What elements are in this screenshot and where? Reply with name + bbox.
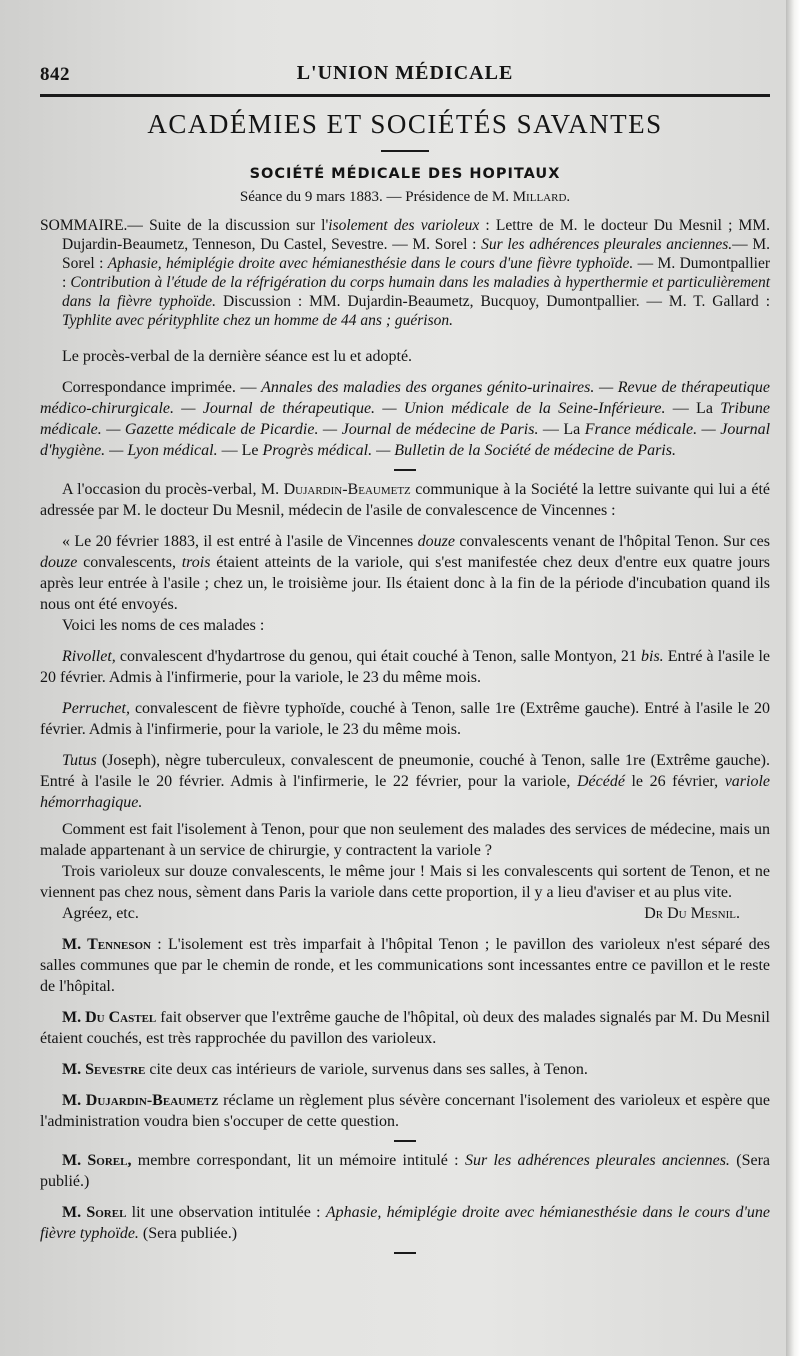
page-header <box>40 58 770 92</box>
society-name: SOCIÉTÉ MÉDICALE DES HOPITAUX <box>249 166 561 182</box>
speaker-text: lit une observation intitulée : <box>126 1204 326 1221</box>
seance-suffix: . <box>566 189 571 205</box>
section-separator <box>394 469 416 471</box>
speaker-text: : L'isolement est très imparfait à l'hôpital Tenon ; le pavillon des varioleux n'est séparé des salles communes que par le chemin de ronde, et les communications sont incessantes entre ce pavillon et le reste de l'hôpital. <box>40 936 770 995</box>
letter-paragraph <box>40 531 770 615</box>
letter-text: étaient atteints de la variole, qui s'est manifestée chez deux d'entre eux quatre jours après leur entrée à l'asile ; chez un, le troisième jour. Ils étaient donc à la fin de la période d'incubation quand ils nous ont été envoyés. <box>40 554 770 613</box>
speaker-sorel-memoire <box>40 1150 770 1192</box>
speaker-text: membre correspondant, lit un mémoire intitulé : <box>131 1152 465 1169</box>
patient-text: Entré à l'asile le 20 février. Admis à l'infirmerie, pour la variole, le 23 du même mois. <box>40 648 770 686</box>
speaker-name: M. Tenneson <box>62 936 151 953</box>
page-binding-edge <box>786 0 800 1356</box>
patient-italic: variole hémorrhagique. <box>40 773 771 811</box>
letter-signature: Dr Du Mesnil. <box>644 905 740 922</box>
speaker-text: (Sera publiée.) <box>138 1225 238 1242</box>
speaker-name: M. Sorel, <box>62 1152 132 1169</box>
seance-text: Séance du 9 mars 1883. — Présidence de M. <box>239 189 509 205</box>
header-rule <box>40 94 770 97</box>
sommaire-text: Suite de la discussion sur l' <box>142 217 329 234</box>
letter-italic: douze <box>40 554 78 571</box>
patient-text: (Joseph), nègre tuberculeux, convalescent de pneumonie, couché à Tenon, salle 1re (Extrême gauche). Entré à l'asile le 20 février. Admis à l'infirmerie, le 22 février, pour la variole, <box>40 752 770 790</box>
patient-text: convalescent d'hydartrose du genou, qui était couché à Tenon, salle Montyon, 21 <box>115 648 641 665</box>
speaker-name: M. Dujardin-Beaumetz <box>62 1092 219 1109</box>
seance-line <box>40 189 770 206</box>
letter-intro-text: A l'occasion du procès-verbal, M. <box>62 481 284 498</box>
proces-verbal: Le procès-verbal de la dernière séance est lu et adopté. <box>62 348 413 365</box>
corr-italic: Annales des maladies des organes génito-urinaires. — Revue de thérapeutique médico-chirurgicale. — Journal de thérapeutique. — Union médicale de la Seine-Inférieure. <box>40 379 771 417</box>
patient-entry <box>40 698 770 740</box>
corr-italic: Progrès médical. — Bulletin de la Société de médecine de Paris. <box>262 442 676 459</box>
speaker-text: cite deux cas intérieurs de variole, survenus dans ses salles, à Tenon. <box>145 1061 588 1078</box>
speaker-sorel-observation <box>40 1202 770 1244</box>
speaker-dujardin <box>40 1090 770 1132</box>
page-number: 842 <box>40 64 70 85</box>
speaker-name: M. Sorel <box>62 1204 127 1221</box>
seance-president: Millard <box>512 189 567 205</box>
patient-name: Perruchet, <box>62 700 130 717</box>
letter-intro <box>40 479 770 521</box>
sommaire-text: Discussion : MM. Dujardin-Beaumetz, Bucquoy, Dumontpallier. — M. T. Gallard : <box>216 293 770 310</box>
patient-text: convalescent de fièvre typhoïde, couché à Tenon, salle 1re (Extrême gauche). Entré à l'asile le 20 février. Admis à l'infirmerie, pour la variole, le 23 du même mois. <box>40 700 770 738</box>
letter-intro-text: communique à la Société la lettre suivante qui lui a été adressée par M. le docteur Du Mesnil, médecin de l'asile de convalescence de Vincennes : <box>40 481 771 519</box>
letter-close: Agréez, etc. <box>62 905 139 922</box>
patient-entry <box>40 646 770 688</box>
sommaire-italic: Contribution à l'étude de la réfrigération du corps humain dans les maladies à hyperthermie et particulièrement dans la fièvre typhoïde. <box>62 274 770 310</box>
sommaire-text: — M. Sorel : <box>62 236 770 272</box>
patient-name: Tutus <box>62 752 97 769</box>
speaker-castel <box>40 1007 770 1049</box>
speaker-name: M. Du Castel <box>62 1009 157 1026</box>
letter-paragraph: Trois varioleux sur douze convalescents, le même jour ! Mais si les convalescents qui sortent de Tenon, et ne viennent pas chez nous, sèment dans Paris la variole dans cette proportion, il y a lieu d'aviser et au plus vite. <box>40 863 770 901</box>
patient-italic: Décédé <box>576 773 625 790</box>
speaker-text: réclame un règlement plus sévère concernant l'isolement des varioleux et espère que l'administration voudra bien s'occuper de cette question. <box>40 1092 770 1130</box>
speaker-italic: Aphasie, hémiplégie droite avec hémianesthésie dans le cours d'une fièvre typhoïde. <box>40 1204 770 1242</box>
sommaire-italic: Typhlite avec pérityphlite chez un homme de 44 ans ; guérison. <box>62 312 453 329</box>
sommaire-italic: isolement des varioleux <box>328 217 480 234</box>
corr-italic: Tribune médicale. — Gazette médicale de Picardie. — Journal de médecine de Paris. <box>40 400 770 438</box>
letter-text: convalescents venant de l'hôpital Tenon. Sur ces <box>454 533 770 550</box>
speaker-name: M. Sevestre <box>62 1061 146 1078</box>
sommaire-italic: Aphasie, hémiplégie droite avec hémianesthésie dans le cours d'une fièvre typhoïde. <box>107 255 634 272</box>
letter-paragraph: Comment est fait l'isolement à Tenon, pour que non seulement des malades des services de médecine, mais un malade appartenant à un service de chirurgie, y contractent la variole ? <box>40 821 770 859</box>
corr-italic: France médicale. — Journal d'hygiène. — Lyon médical. <box>40 421 771 459</box>
section-title: ACADÉMIES ET SOCIÉTÉS SAVANTES <box>147 109 663 139</box>
sommaire-text: : Lettre de M. le docteur Du Mesnil ; MM. Dujardin-Beaumetz, Tenneson, Du Castel, Sevestre. — M. Sorel : <box>62 217 770 253</box>
speaker-tenneson <box>40 934 770 997</box>
speaker-text: fait observer que l'extrême gauche de l'hôpital, où deux des malades signalés par M. Du Mesnil étaient couchés, est très rapprochée du pavillon des varioleux. <box>40 1009 770 1047</box>
speaker-sevestre <box>40 1059 770 1080</box>
letter-text: convalescents, <box>77 554 182 571</box>
corr-text: — La <box>665 400 721 417</box>
patient-name: Rivollet, <box>62 648 116 665</box>
sommaire-italic: Sur les adhérences pleurales anciennes. <box>481 236 733 253</box>
letter-italic: douze <box>417 533 455 550</box>
sommaire-label: SOMMAIRE.— <box>40 217 143 234</box>
letter-italic: trois <box>181 554 211 571</box>
correspondance <box>40 377 770 461</box>
running-head: L'UNION MÉDICALE <box>296 62 514 84</box>
section-separator <box>394 1252 416 1254</box>
speaker-text: (Sera publié.) <box>40 1152 770 1190</box>
corr-text: — La <box>538 421 585 438</box>
letter-intro-name: Dujardin-Beaumetz <box>283 481 411 498</box>
letter-closing <box>40 903 770 924</box>
speaker-italic: Sur les adhérences pleurales anciennes. <box>464 1152 730 1169</box>
section-separator <box>394 1140 416 1142</box>
title-rule <box>381 150 429 152</box>
sommaire <box>40 216 770 330</box>
letter-paragraph: Voici les noms de ces malades : <box>62 617 265 634</box>
patient-text: le 26 février, <box>624 773 725 790</box>
sommaire-text: — M. Dumontpallier : <box>62 255 770 291</box>
letter-text: « Le 20 février 1883, il est entré à l'asile de Vincennes <box>62 533 418 550</box>
corr-text: — Le <box>217 442 263 459</box>
patient-entry <box>40 750 770 813</box>
patient-italic: bis. <box>641 648 664 665</box>
corr-text: Correspondance imprimée. — <box>62 379 262 396</box>
